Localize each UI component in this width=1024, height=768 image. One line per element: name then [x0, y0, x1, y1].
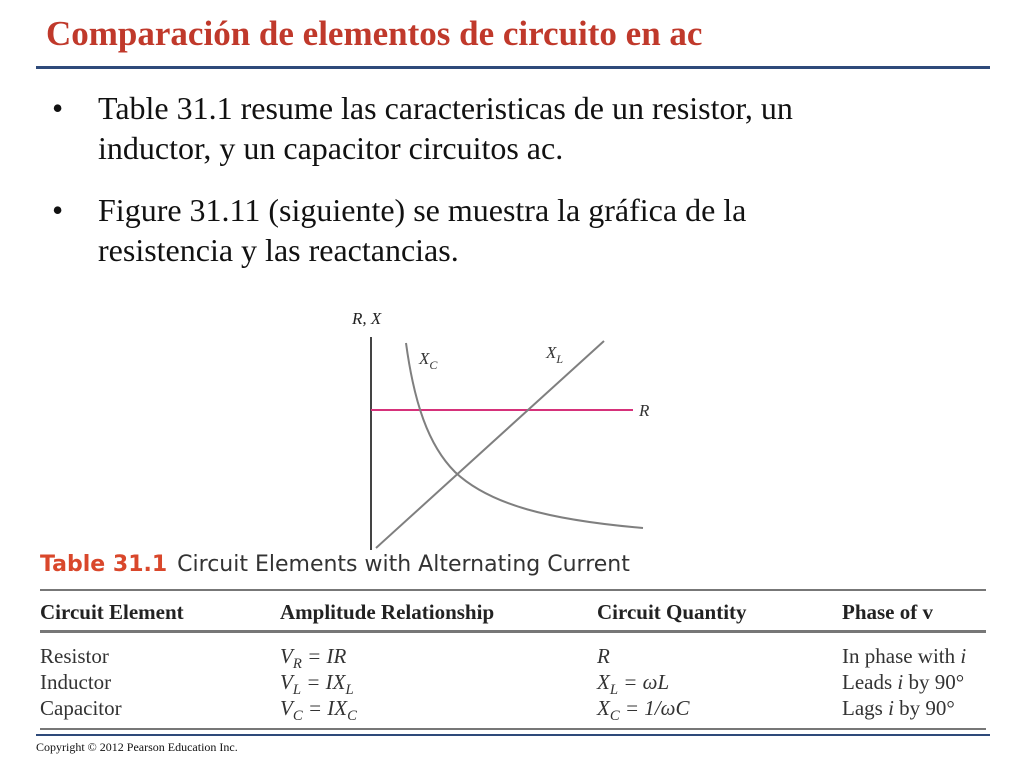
bullet-item [52, 88, 952, 168]
table-cell-phase: Leads i by 90° [842, 670, 965, 694]
axis-label: R, X [352, 309, 382, 328]
bullet-item [52, 190, 952, 270]
bullet-dot-icon: • [52, 192, 64, 228]
bullet-text-line: Table 31.1 resume las caracteristicas de un resistor, un [98, 90, 793, 126]
table-cell-quantity: $X_C = 1/\omega C$ [597, 696, 690, 725]
copyright-notice: Copyright © 2012 Pearson Education Inc. [36, 740, 238, 754]
table-cell-phase: Lags i by 90° [842, 696, 955, 720]
table-bottom-divider [40, 728, 986, 730]
xc-curve [406, 343, 643, 528]
bullet-text-line: inductor, y un capacitor circuitos ac. [98, 130, 564, 166]
title-divider [36, 66, 990, 69]
bullet-list [52, 88, 952, 292]
table-header-cell: Amplitude Relationship [280, 600, 495, 624]
table-header-divider [40, 630, 986, 633]
footer-divider [36, 734, 990, 736]
table-header-cell: Circuit Quantity [597, 600, 747, 624]
table-top-divider [40, 589, 986, 591]
table-cell-amplitude: $V_C = IX_C$ [280, 696, 357, 725]
table-caption: Circuit Elements with Alternating Current [177, 552, 630, 577]
table-number: Table 31.1 [40, 552, 168, 577]
slide-title: Comparación de elementos de circuito en ac [46, 14, 703, 53]
table-cell-quantity: R [597, 644, 610, 668]
table-cell-amplitude: $V_L = IX_L$ [280, 670, 354, 699]
r-label: R [639, 401, 650, 420]
table-cell-amplitude: $V_R$ = IR [280, 644, 347, 673]
table-cell-element: Resistor [40, 644, 109, 668]
table-cell-element: Capacitor [40, 696, 122, 720]
bullet-dot-icon: • [52, 90, 64, 126]
table-cell-phase: In phase with i [842, 644, 967, 668]
bullet-text-line: Figure 31.11 (siguiente) se muestra la gráfica de la [98, 192, 747, 228]
xc-label: $X_C$ [419, 349, 438, 372]
xl-label: $X_L$ [546, 343, 564, 366]
table-header-cell: Circuit Element [40, 600, 184, 624]
reactance-graph [340, 300, 660, 552]
table-cell-element: Inductor [40, 670, 112, 694]
table-header-cell: Phase of v [842, 600, 933, 624]
bullet-text-line: resistencia y las reactancias. [98, 232, 459, 268]
table-heading [40, 552, 630, 577]
table-cell-quantity: $X_L = \omega L$ [597, 670, 670, 699]
